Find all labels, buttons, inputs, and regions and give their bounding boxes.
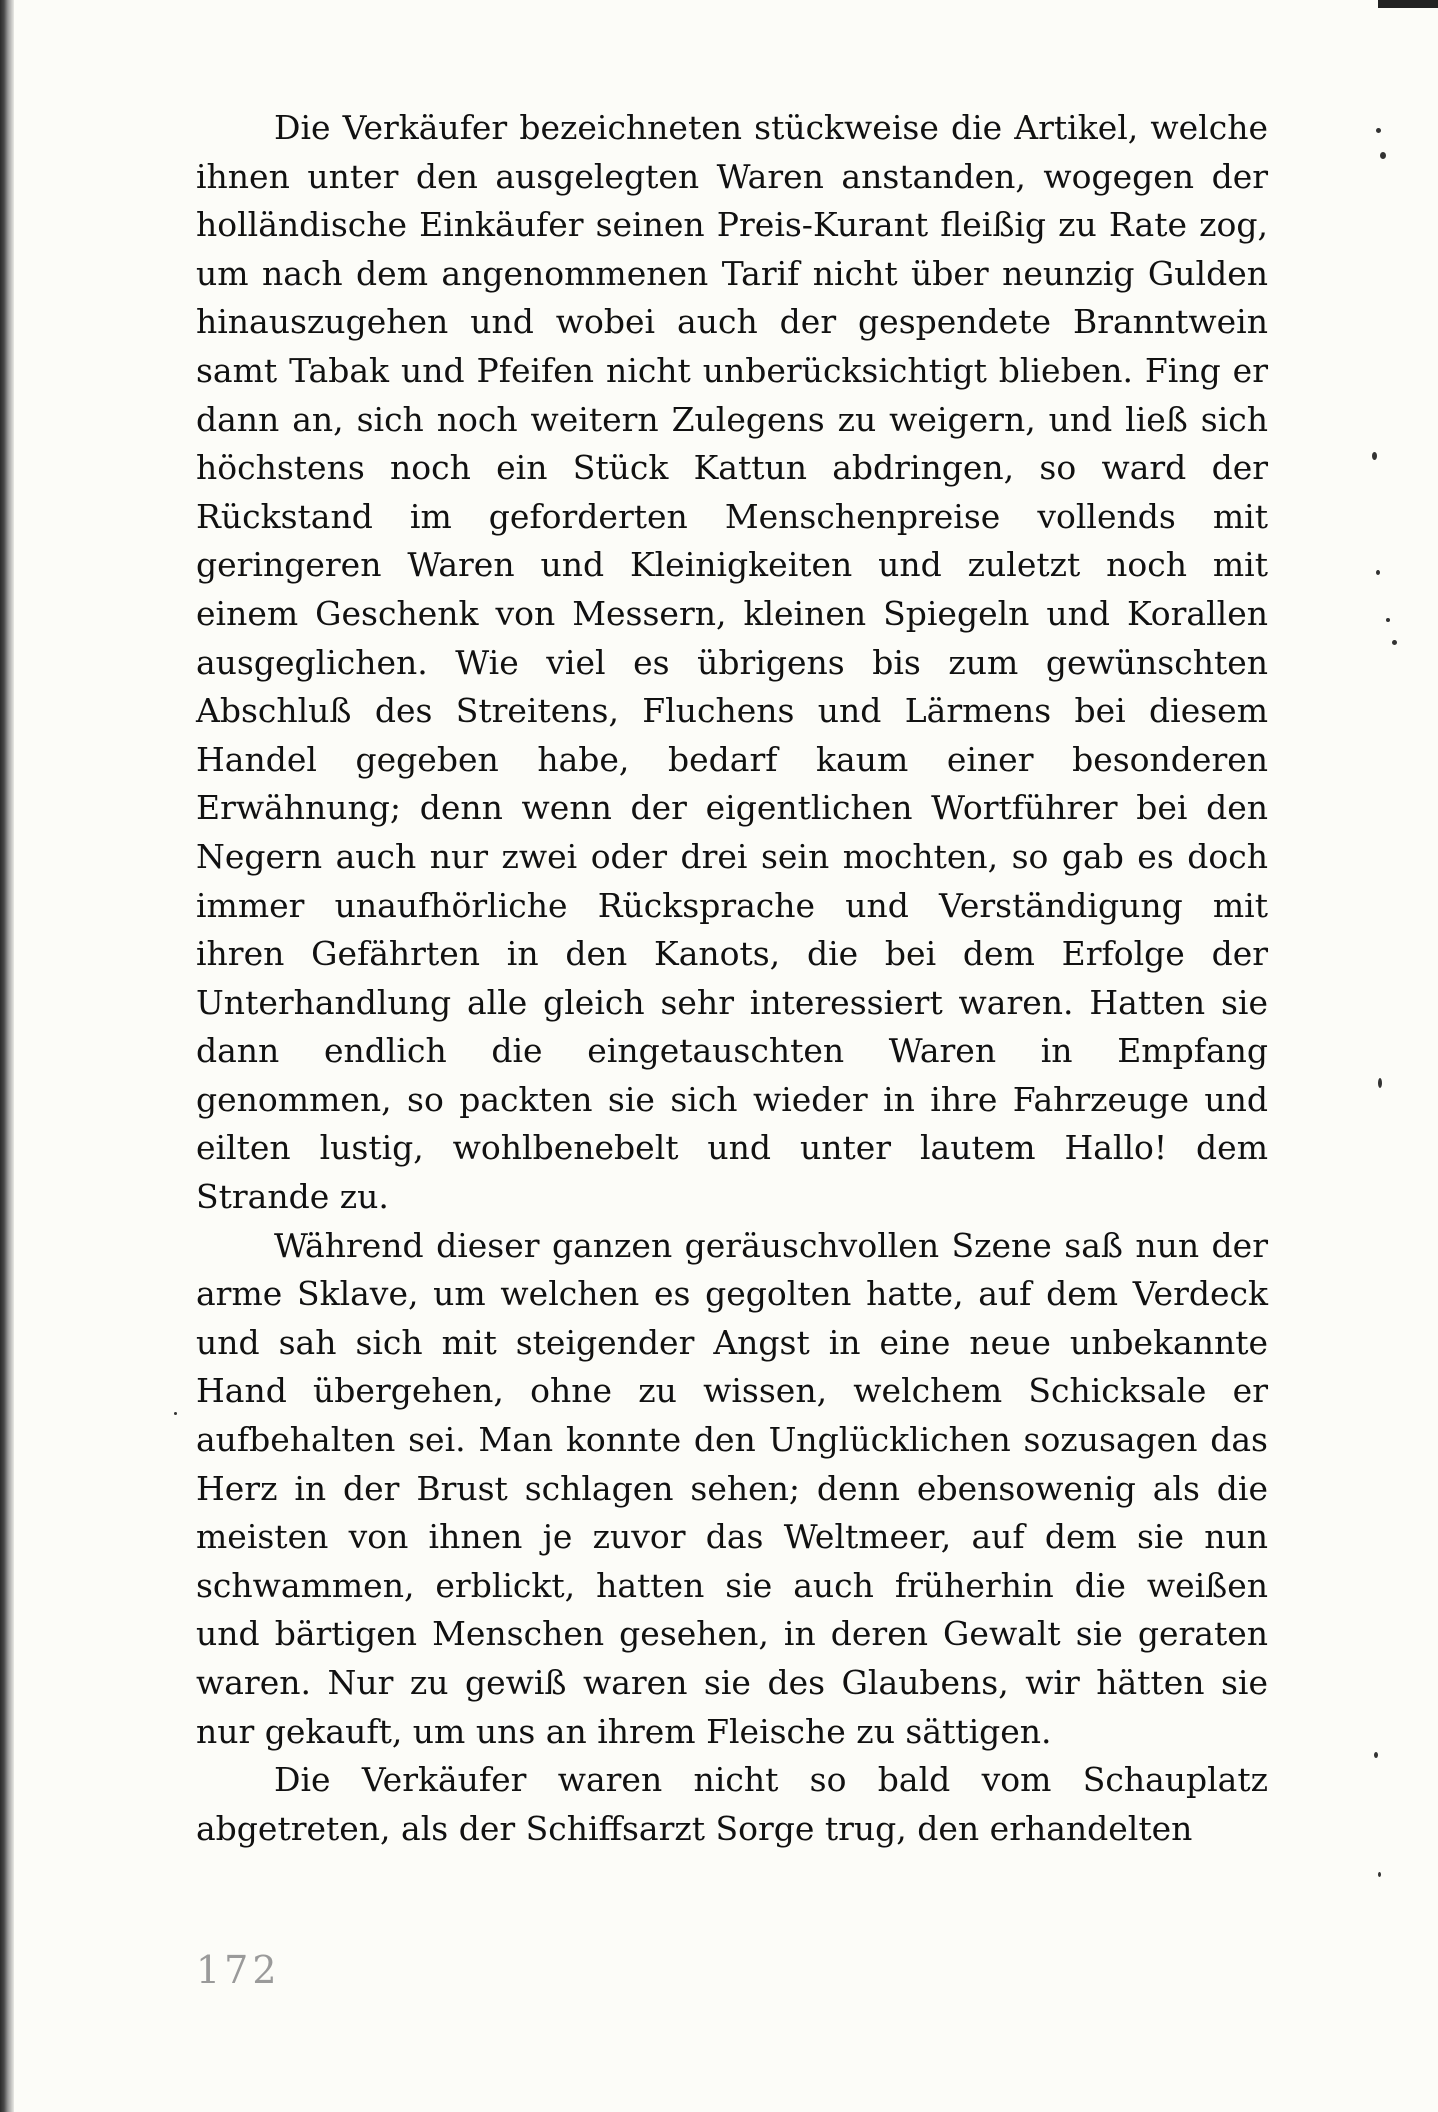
scan-binding-edge [0,0,14,2112]
scan-speck [174,1412,177,1415]
scan-speck [1376,128,1381,133]
scan-corner-mark [1378,0,1438,8]
paragraph-1: Die Verkäufer bezeichneten stückweise die Artikel, welche ihnen unter den ausgelegten Waren anstanden, wogegen der holländische Einkäufer seinen Preis-Kurant fleißig zu Rate zog, um nach dem angenommenen Tarif nicht über neunzig Gulden hinauszugehen und wobei auch der gespendete Branntwein samt Tabak und Pfeifen nicht unberücksichtigt blieben. Fing er dann an, sich noch weitern Zulegens zu weigern, und ließ sich höchstens noch ein Stück Kattun abdringen, so ward der Rückstand im geforderten Menschenpreise vollends mit geringeren Waren und Kleinigkeiten und zuletzt noch mit einem Geschenk von Messern, kleinen Spiegeln und Korallen ausgeglichen. Wie viel es übrigens bis zum gewünschten Abschluß des Streitens, Fluchens und Lärmens bei diesem Handel gegeben habe, bedarf kaum einer besonderen Erwähnung; denn wenn der eigentlichen Wortführer bei den Negern auch nur zwei oder drei sein mochten, so gab es doch immer unaufhörliche Rücksprache und Verständigung mit ihren Gefährten in den Kanots, die bei dem Erfolge der Unterhandlung alle gleich sehr interessiert waren. Hatten sie dann endlich die eingetauschten Waren in Empfang genommen, so packten sie sich wieder in ihre Fahrzeuge und eilten lustig, wohlbenebelt und unter lautem Hallo! dem Strande zu. [196,108,1268,1217]
scan-speck [1378,1872,1381,1877]
page-number: 172 [196,1948,281,1992]
scan-speck [1374,1752,1378,1758]
scan-speck [1378,1078,1382,1088]
paragraph-2: Während dieser ganzen geräuschvollen Szene saß nun der arme Sklave, um welchen es gegolten hatte, auf dem Verdeck und sah sich mit steigender Angst in eine neue unbekannte Hand übergehen, ohne zu wissen, welchem Schicksale er aufbehalten sei. Man konnte den Unglücklichen sozusagen das Herz in der Brust schlagen sehen; denn ebensowenig als die meisten von ihnen je zuvor das Weltmeer, auf dem sie nun schwammen, erblickt, hatten sie auch früherhin die weißen und bärtigen Menschen gesehen, in deren Gewalt sie geraten waren. Nur zu gewiß waren sie des Glaubens, wir hätten sie nur gekauft, um uns an ihrem Fleische zu sättigen. [196,1225,1268,1751]
scan-speck [1392,640,1397,645]
scan-speck [1386,618,1390,622]
scan-speck [1372,452,1377,460]
paragraph-3: Die Verkäufer waren nicht so bald vom Schauplatz abgetreten, als der Schiffsarzt Sorge trug, den erhandelten [196,1760,1268,1848]
scan-speck [1376,570,1380,575]
body-text [196,104,1268,1853]
scan-speck [1380,152,1386,159]
